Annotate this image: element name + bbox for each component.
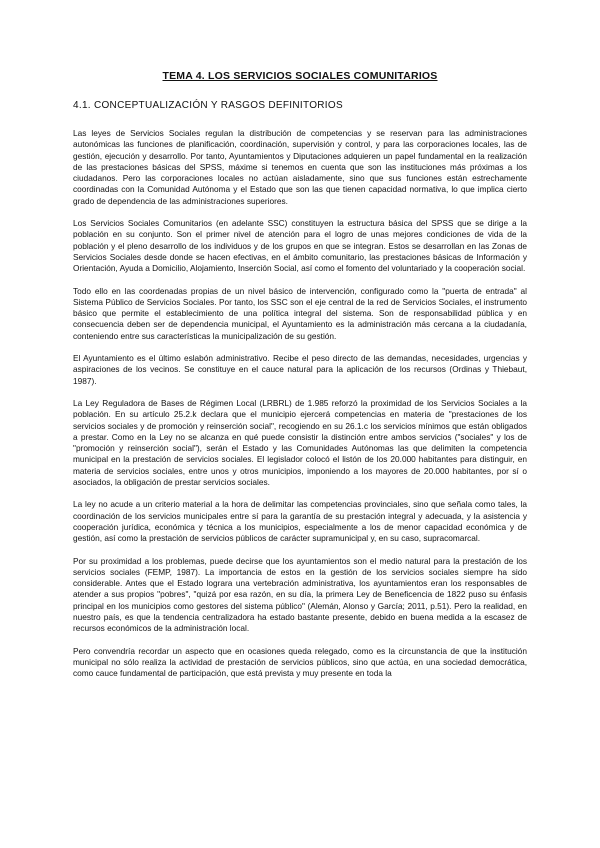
document-title: TEMA 4. LOS SERVICIOS SOCIALES COMUNITARIOS (162, 70, 438, 82)
paragraph-6: La ley no acude a un criterio material a la hora de delimitar las competencias provinciales, sino que señala como tales, la coordinación de los servicios municipales entre sí para la garantía de su prestación integral y adecuada, y la asistencia y cooperación jurídica, económica y técnica a los municipios, especialmente a los de menor capacidad económica y de gestión, así como la prestación de servicios públicos de carácter supramunicipal y, en su caso, supracomarcal. (73, 499, 527, 544)
paragraph-1: Las leyes de Servicios Sociales regulan la distribución de competencias y se reservan para las administraciones autonómicas las funciones de planificación, coordinación, supervisión y control, y para las corporaciones locales, las de gestión, ejecución y desarrollo. Por tanto, Ayuntamientos y Diputaciones adquieren un papel fundamental en la realización de las prestaciones básicas del SPSS, máxime si tenemos en cuenta que son las instituciones más próximas a los ciudadanos. Pero las corporaciones locales no actúan aisladamente, sino que sus funciones están estrechamente coordinadas con la Comunidad Autónoma y el Estado que son las que tienen capacidad normativa, lo que implica cierto grado de dependencia de las administraciones superiores. (73, 128, 527, 206)
paragraph-5: La Ley Reguladora de Bases de Régimen Local (LRBRL) de 1.985 reforzó la proximidad de los Servicios Sociales a la población. En su artículo 25.2.k declara que el municipio ejercerá competencias en materia de "prestaciones de los servicios sociales y de promoción y reinserción social", recogiendo en su 26.1.c los servicios mínimos que están obligados a prestar. Como en la Ley no se alcanza en qué puede consistir la distinción entre ambos servicios ("sociales" y los de "promoción y reinserción social"), serán el Estado y las Comunidades Autónomas las que delimiten la competencia municipal en la prestación de servicios sociales. El legislador colocó el listón de los 20.000 habitantes para distinguir, en materia de servicios sociales, entre unos y otros municipios, imponiendo a los mayores de 20.000 habitantes, por sí o asociados, la obligación de prestar servicios sociales. (73, 397, 527, 488)
paragraph-4: El Ayuntamiento es el último eslabón administrativo. Recibe el peso directo de las demandas, necesidades, urgencias y aspiraciones de los vecinos. Se constituye en el cauce natural para la aplicación de los recursos (Ordinas y Thiebaut, 1987). (73, 353, 527, 386)
paragraph-3: Todo ello en las coordenadas propias de un nivel básico de intervención, configurado como la "puerta de entrada" al Sistema Público de Servicios Sociales. Por tanto, los SSC son el eje central de la red de Servicios Sociales, el instrumento básico que permite el establecimiento de una política integral del sistema. Son de responsabilidad pública y en consecuencia deben ser de dependencia municipal, el Ayuntamiento es la administración más cercana a la ciudadanía, conteniendo entre sus características la municipalización de su gestión. (73, 285, 527, 341)
section-heading: 4.1. CONCEPTUALIZACIÓN Y RASGOS DEFINITORIOS (73, 100, 343, 111)
paragraph-2: Los Servicios Sociales Comunitarios (en adelante SSC) constituyen la estructura básica del SPSS que se dirige a la población en su conjunto. Son el primer nivel de atención para el logro de unas mejores condiciones de vida de la población y el pleno desarrollo de los individuos y de los grupos en que se integran. Estos se desarrollan en las Zonas de Servicios Sociales desde donde se hacen efectivas, en el ámbito comunitario, las prestaciones básicas de Información y Orientación, Ayuda a Domicilio, Alojamiento, Inserción Social, así como el fomento del voluntariado y la cooperación social. (73, 218, 527, 274)
paragraph-8: Pero convendría recordar un aspecto que en ocasiones queda relegado, como es la circunstancia de que la institución municipal no sólo realiza la actividad de prestación de servicios públicos, sino que actúa, en una sociedad democrática, como cauce fundamental de participación, que está prevista y muy presente en toda la (73, 645, 527, 679)
paragraph-7: Por su proximidad a los problemas, puede decirse que los ayuntamientos son el medio natural para la prestación de los servicios sociales (FEMP, 1987). La importancia de estos en la gestión de los servicios sociales siempre ha sido considerable. Antes que el Estado lograra una vertebración administrativa, los ayuntamientos eran los responsables de atender a sus propios "pobres", "quizá por esa razón, en su día, la primera Ley de Beneficencia de 1822 puso su énfasis principal en los municipios como gestores del sistema público" (Alemán, Alonso y García; 2011, p.51). Pero la realidad, en nuestro país, es que la tendencia centralizadora ha estado bastante presente, debido en buena medida a la escasez de recursos económicos de la administración local. (73, 555, 527, 634)
document-page (73, 70, 527, 690)
